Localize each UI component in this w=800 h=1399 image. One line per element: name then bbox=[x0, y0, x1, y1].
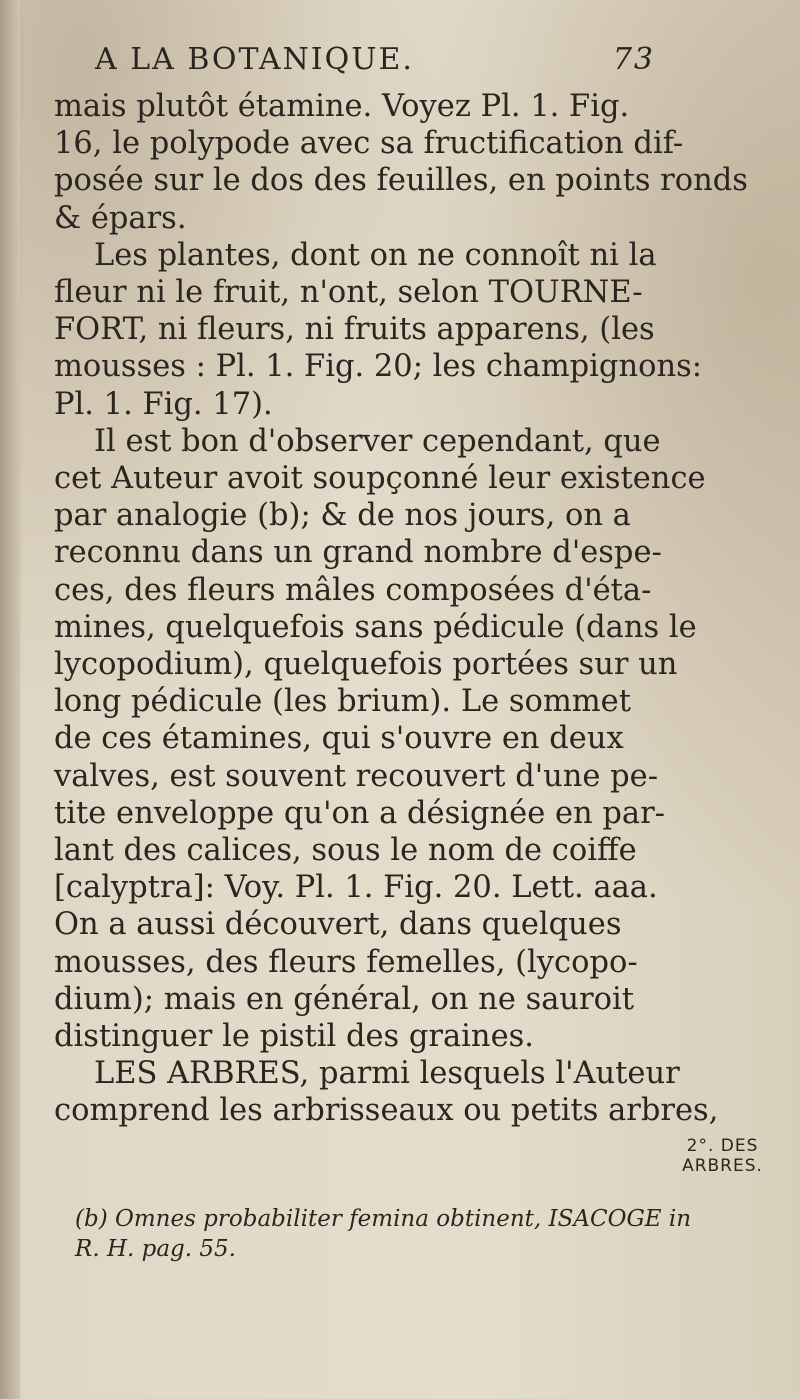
text-line: long pédicule (les brium). Le sommet bbox=[54, 684, 631, 720]
text-line: reconnu dans un grand nombre d'espe- bbox=[54, 535, 662, 571]
text-line: LES ARBRES, parmi lesquels l'Auteur bbox=[94, 1056, 680, 1092]
text-line: lant des calices, sous le nom de coiffe bbox=[54, 833, 637, 869]
margin-note bbox=[675, 1136, 770, 1176]
running-title: A LA BOTANIQUE. bbox=[95, 42, 414, 77]
text-line: [calyptra]: Voy. Pl. 1. Fig. 20. Lett. aaa. bbox=[54, 870, 658, 906]
text-line: mousses, des fleurs femelles, (lycopo- bbox=[54, 944, 638, 980]
margin-note-line: ARBRES. bbox=[682, 1156, 763, 1176]
text-line: mines, quelquefois sans pédicule (dans le bbox=[54, 609, 697, 645]
text-line: valves, est souvent recouvert d'une pe- bbox=[54, 758, 659, 794]
text-line: mais plutôt étamine. Voyez Pl. 1. Fig. bbox=[54, 89, 630, 124]
text-line: de ces étamines, qui s'ouvre en deux bbox=[54, 721, 624, 757]
text-line: mousses : Pl. 1. Fig. 20; les champignons: bbox=[54, 349, 703, 385]
text-line: posée sur le dos des feuilles, en points ronds bbox=[54, 163, 748, 199]
text-line: FORT, ni fleurs, ni fruits apparens, (les bbox=[54, 312, 655, 348]
text-line: On a aussi découvert, dans quelques bbox=[54, 907, 622, 943]
text-line: Il est bon d'observer cependant, que bbox=[94, 423, 661, 459]
text-line: fleur ni le fruit, n'ont, selon TOURNE- bbox=[54, 275, 643, 311]
text-line: lycopodium), quelquefois portées sur un bbox=[54, 647, 678, 683]
text-line: comprend les arbrisseaux ou petits arbres, bbox=[54, 1093, 719, 1129]
page-number: 73 bbox=[612, 42, 655, 77]
body-text bbox=[54, 88, 748, 1130]
text-line: tite enveloppe qu'on a désignée en par- bbox=[54, 795, 665, 831]
footnote-line: R. H. pag. 55. bbox=[75, 1236, 236, 1262]
text-line: ces, des fleurs mâles composées d'éta- bbox=[54, 572, 652, 608]
text-line: distinguer le pistil des graines. bbox=[54, 1019, 534, 1055]
text-line: Les plantes, dont on ne connoît ni la bbox=[94, 237, 657, 273]
text-line: & épars. bbox=[54, 200, 187, 236]
footnote bbox=[75, 1204, 692, 1264]
margin-note-line: 2°. DES bbox=[686, 1136, 759, 1156]
text-line: par analogie (b); & de nos jours, on a bbox=[54, 498, 631, 534]
text-line: cet Auteur avoit soupçonné leur existence bbox=[54, 461, 706, 497]
footnote-line: (b) Omnes probabiliter femina obtinent, ISACOGE in bbox=[75, 1206, 692, 1232]
text-line: 16, le polypode avec sa fructification dif- bbox=[54, 126, 684, 162]
page-gutter bbox=[0, 0, 20, 1399]
text-line: Pl. 1. Fig. 17). bbox=[54, 386, 273, 422]
text-line: dium); mais en général, on ne sauroit bbox=[54, 981, 635, 1017]
